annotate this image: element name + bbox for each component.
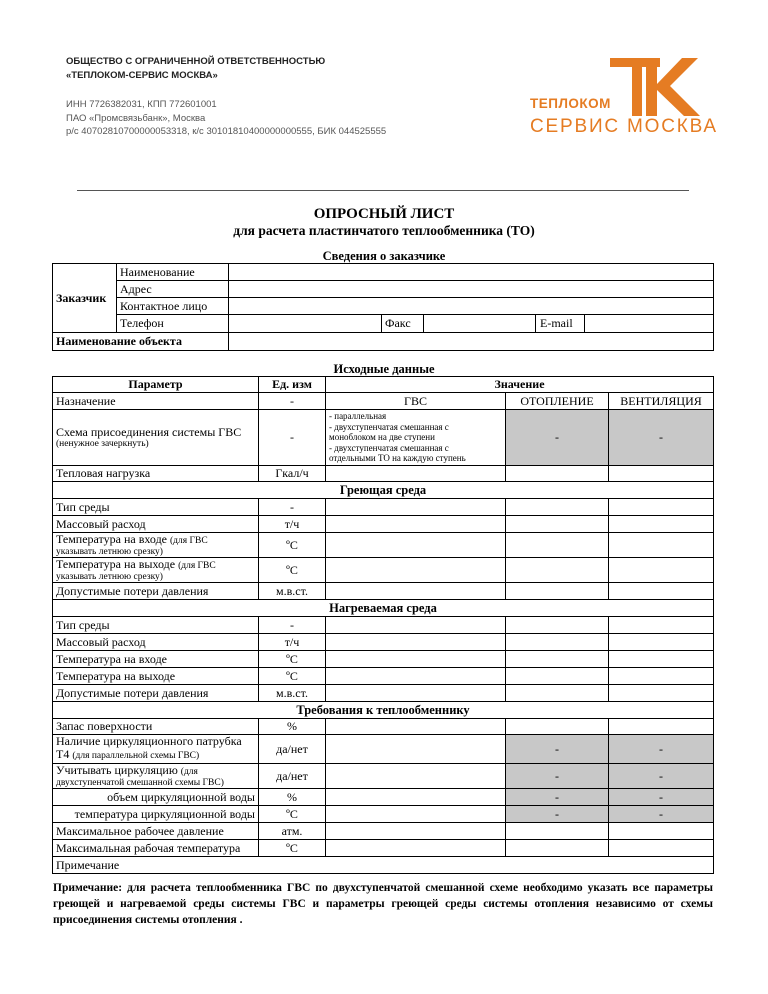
header-divider	[77, 190, 689, 191]
rq-circvol-unit: %	[259, 789, 326, 806]
header-param: Параметр	[53, 377, 259, 393]
company-line2: «ТЕПЛОКОМ-СЕРВИС МОСКВА»	[66, 70, 218, 81]
rq-circtemp-vent-disabled: -	[609, 806, 714, 823]
rq-circpipe-gvs[interactable]	[326, 735, 506, 764]
heat-load-vent[interactable]	[609, 466, 714, 482]
object-name-field[interactable]	[229, 333, 714, 351]
hm-tout-gvs[interactable]	[326, 558, 506, 583]
rq-circ-heating-disabled: -	[506, 764, 609, 789]
hm-flow-unit: т/ч	[259, 516, 326, 533]
hm-tout-vent[interactable]	[609, 558, 714, 583]
heat-load-gvs[interactable]	[326, 466, 506, 482]
customer-email-label: E-mail	[540, 316, 573, 330]
company-requisites	[66, 98, 386, 139]
hm-flow-heating[interactable]	[506, 516, 609, 533]
rq-circpipe-label: Наличие циркуляционного патрубка	[56, 734, 242, 748]
hd-tout-vent[interactable]	[609, 668, 714, 685]
heat-load-label: Тепловая нагрузка	[53, 466, 259, 482]
rq-maxp-gvs[interactable]	[326, 823, 506, 840]
rq-circpipe-note: (для параллельной схемы ГВС)	[72, 751, 200, 761]
hd-type-label: Тип среды	[53, 617, 259, 634]
input-table	[52, 376, 714, 874]
hd-tout-gvs[interactable]	[326, 668, 506, 685]
hm-type-label: Тип среды	[53, 499, 259, 516]
customer-label: Заказчик	[53, 264, 117, 333]
hd-tin-label: Температура на входе	[53, 651, 259, 668]
rq-circpipe-label-cell	[53, 735, 259, 764]
hm-dp-label: Допустимые потери давления	[53, 583, 259, 600]
rq-circ-note: (для	[180, 767, 198, 777]
rq-circpipe-unit: да/нет	[259, 735, 326, 764]
hm-type-vent[interactable]	[609, 499, 714, 516]
hm-tin-note: (для ГВС	[170, 536, 208, 546]
hm-tout-label: Температура на выходе	[56, 557, 176, 571]
rq-maxp-unit: атм.	[259, 823, 326, 840]
rq-circpipe-heating-disabled: -	[506, 735, 609, 764]
rq-margin-heating[interactable]	[506, 719, 609, 735]
scheme-label: Схема присоединения системы ГВС	[56, 425, 242, 440]
rq-circ-gvs[interactable]	[326, 764, 506, 789]
heat-load-unit: Гкал/ч	[259, 466, 326, 482]
hd-flow-heating[interactable]	[506, 634, 609, 651]
customer-phone-label: Телефон	[117, 315, 229, 333]
hm-type-gvs[interactable]	[326, 499, 506, 516]
hd-tin-gvs[interactable]	[326, 651, 506, 668]
hd-flow-gvs[interactable]	[326, 634, 506, 651]
scheme-label-cell	[53, 410, 259, 466]
customer-name-label: Наименование	[117, 264, 229, 281]
rq-maxp-label: Максимальное рабочее давление	[53, 823, 259, 840]
hd-dp-gvs[interactable]	[326, 685, 506, 702]
scheme-unit: -	[259, 410, 326, 466]
logo-text-bottom: СЕРВИС МОСКВА	[530, 116, 718, 137]
heating-medium-title: Греющая среда	[53, 482, 714, 499]
hd-type-heating[interactable]	[506, 617, 609, 634]
page-subtitle: для расчета пластинчатого теплообменника (ТО)	[233, 223, 535, 238]
rq-circtemp-label: температура циркуляционной воды	[53, 806, 259, 823]
hm-dp-vent[interactable]	[609, 583, 714, 600]
rq-circ-unit: да/нет	[259, 764, 326, 789]
hm-tin-label-cell	[53, 533, 259, 558]
hm-dp-gvs[interactable]	[326, 583, 506, 600]
purpose-gvs: ГВС	[326, 393, 506, 410]
hd-tout-unit: ºС	[259, 668, 326, 685]
hm-flow-vent[interactable]	[609, 516, 714, 533]
hd-flow-label: Массовый расход	[53, 634, 259, 651]
customer-section-title: Сведения о заказчике	[322, 249, 446, 263]
requisite-account: р/с 40702810700000053318, к/с 30101810400000000555, БИК 044525555	[66, 126, 387, 137]
purpose-vent: ВЕНТИЛЯЦИЯ	[609, 393, 714, 410]
rq-circvol-heating-disabled: -	[506, 789, 609, 806]
customer-table	[52, 263, 714, 351]
scheme-vent-disabled: -	[609, 410, 714, 466]
company-line1: ОБЩЕСТВО С ОГРАНИЧЕННОЙ ОТВЕТСТВЕННОСТЬЮ	[66, 56, 326, 67]
hd-dp-vent[interactable]	[609, 685, 714, 702]
requisite-inn: ИНН 7726382031, КПП 772601001	[66, 99, 217, 110]
hm-dp-heating[interactable]	[506, 583, 609, 600]
rq-margin-vent[interactable]	[609, 719, 714, 735]
footnote: Примечание: для расчета теплообменника ГВС по двухступенчатой смешанной схеме необходимо указать все параметры греющей и нагреваемой среды системы ГВС и параметры греющей среды системы отопления независимо от схемы присоединения системы отопления .	[53, 882, 713, 926]
scheme-options[interactable]	[326, 410, 506, 466]
rq-maxt-unit: ºС	[259, 840, 326, 857]
hd-dp-label: Допустимые потери давления	[53, 685, 259, 702]
rq-maxp-heating[interactable]	[506, 823, 609, 840]
purpose-heating: ОТОПЛЕНИЕ	[506, 393, 609, 410]
header-unit: Ед. изм	[259, 377, 326, 393]
rq-margin-label: Запас поверхности	[53, 719, 259, 735]
logo-text-top: ТЕПЛОКОМ	[530, 96, 611, 111]
logo-icon	[610, 58, 705, 118]
rq-circtemp-gvs[interactable]	[326, 806, 506, 823]
hd-dp-unit: м.в.ст.	[259, 685, 326, 702]
rq-circpipe-vent-disabled: -	[609, 735, 714, 764]
object-name-label: Наименование объекта	[53, 333, 229, 351]
hd-tin-vent[interactable]	[609, 651, 714, 668]
hm-tout-unit: ºС	[259, 558, 326, 583]
scheme-option-separate-2: отдельными ТО на каждую ступень	[329, 453, 466, 464]
hm-type-heating[interactable]	[506, 499, 609, 516]
customer-contact-field[interactable]	[229, 298, 714, 315]
rq-circvol-label: объем циркуляционной воды	[53, 789, 259, 806]
hm-dp-unit: м.в.ст.	[259, 583, 326, 600]
rq-circtemp-heating-disabled: -	[506, 806, 609, 823]
customer-contact-label: Контактное лицо	[117, 298, 229, 315]
heated-medium-title: Нагреваемая среда	[53, 600, 714, 617]
rq-circpipe-label2: Т4	[56, 747, 70, 761]
rq-margin-gvs[interactable]	[326, 719, 506, 735]
input-section-title: Исходные данные	[333, 362, 435, 376]
hd-tout-label: Температура на выходе	[53, 668, 259, 685]
rq-maxt-vent[interactable]	[609, 840, 714, 857]
rq-circ-label-cell	[53, 764, 259, 789]
hm-tin-heating[interactable]	[506, 533, 609, 558]
hm-tout-label-cell	[53, 558, 259, 583]
hd-type-gvs[interactable]	[326, 617, 506, 634]
customer-email-cell	[536, 315, 714, 333]
scheme-option-separate-1[interactable]: - двухступенчатая смешанная с	[329, 442, 449, 453]
rq-maxp-vent[interactable]	[609, 823, 714, 840]
customer-phone-field[interactable]	[229, 315, 382, 333]
purpose-unit: -	[259, 393, 326, 410]
hm-tout-heating[interactable]	[506, 558, 609, 583]
hm-flow-gvs[interactable]	[326, 516, 506, 533]
rq-circ-label: Учитывать циркуляцию	[56, 763, 178, 777]
rq-circ-note2: двухступенчатой смешанной схемы ГВС)	[56, 778, 224, 788]
scheme-heating-disabled: -	[506, 410, 609, 466]
requisite-bank: ПАО «Промсвязьбанк», Москва	[66, 112, 206, 124]
rq-remark-field[interactable]	[53, 857, 714, 874]
hm-flow-label: Массовый расход	[53, 516, 259, 533]
hm-tin-unit: ºС	[259, 533, 326, 558]
scheme-option-parallel[interactable]: - параллельная	[329, 411, 387, 422]
scheme-option-mono-1[interactable]: - двухступенчатая смешанная с	[329, 421, 449, 432]
hm-tin-gvs[interactable]	[326, 533, 506, 558]
hd-dp-heating[interactable]	[506, 685, 609, 702]
rq-margin-unit: %	[259, 719, 326, 735]
hd-tin-heating[interactable]	[506, 651, 609, 668]
header-value: Значение	[326, 377, 714, 393]
hd-flow-unit: т/ч	[259, 634, 326, 651]
hm-tin-vent[interactable]	[609, 533, 714, 558]
hd-flow-vent[interactable]	[609, 634, 714, 651]
hd-type-vent[interactable]	[609, 617, 714, 634]
rq-circvol-gvs[interactable]	[326, 789, 506, 806]
rq-circtemp-unit: ºС	[259, 806, 326, 823]
hm-tin-label: Температура на входе	[56, 532, 168, 546]
purpose-label: Назначение	[53, 393, 259, 410]
rq-remark-label: Примечание	[56, 857, 120, 872]
hd-tout-heating[interactable]	[506, 668, 609, 685]
rq-maxt-heating[interactable]	[506, 840, 609, 857]
hm-type-unit: -	[259, 499, 326, 516]
customer-name-field[interactable]	[229, 264, 714, 281]
customer-email-field[interactable]	[584, 315, 713, 332]
rq-maxt-label: Максимальная рабочая температура	[53, 840, 259, 857]
customer-address-label: Адрес	[117, 281, 229, 298]
heat-load-heating[interactable]	[506, 466, 609, 482]
company-header	[66, 55, 325, 83]
hm-tout-note: (для ГВС	[178, 561, 216, 571]
hd-tin-unit: ºС	[259, 651, 326, 668]
page-title: ОПРОСНЫЙ ЛИСТ	[313, 206, 455, 222]
hm-tout-note2: указывать летнюю срезку)	[56, 572, 163, 582]
rq-maxt-gvs[interactable]	[326, 840, 506, 857]
hm-tin-note2: указывать летнюю срезку)	[56, 547, 163, 557]
rq-circ-vent-disabled: -	[609, 764, 714, 789]
rq-circvol-vent-disabled: -	[609, 789, 714, 806]
customer-fax-field[interactable]	[424, 315, 536, 333]
requirements-title: Требования к теплообменнику	[53, 702, 714, 719]
scheme-option-mono-2: моноблоком на две ступени	[329, 432, 435, 443]
customer-address-field[interactable]	[229, 281, 714, 298]
scheme-note: (ненужное зачеркнуть)	[56, 439, 149, 450]
hd-type-unit: -	[259, 617, 326, 634]
customer-fax-label: Факс	[382, 315, 424, 333]
